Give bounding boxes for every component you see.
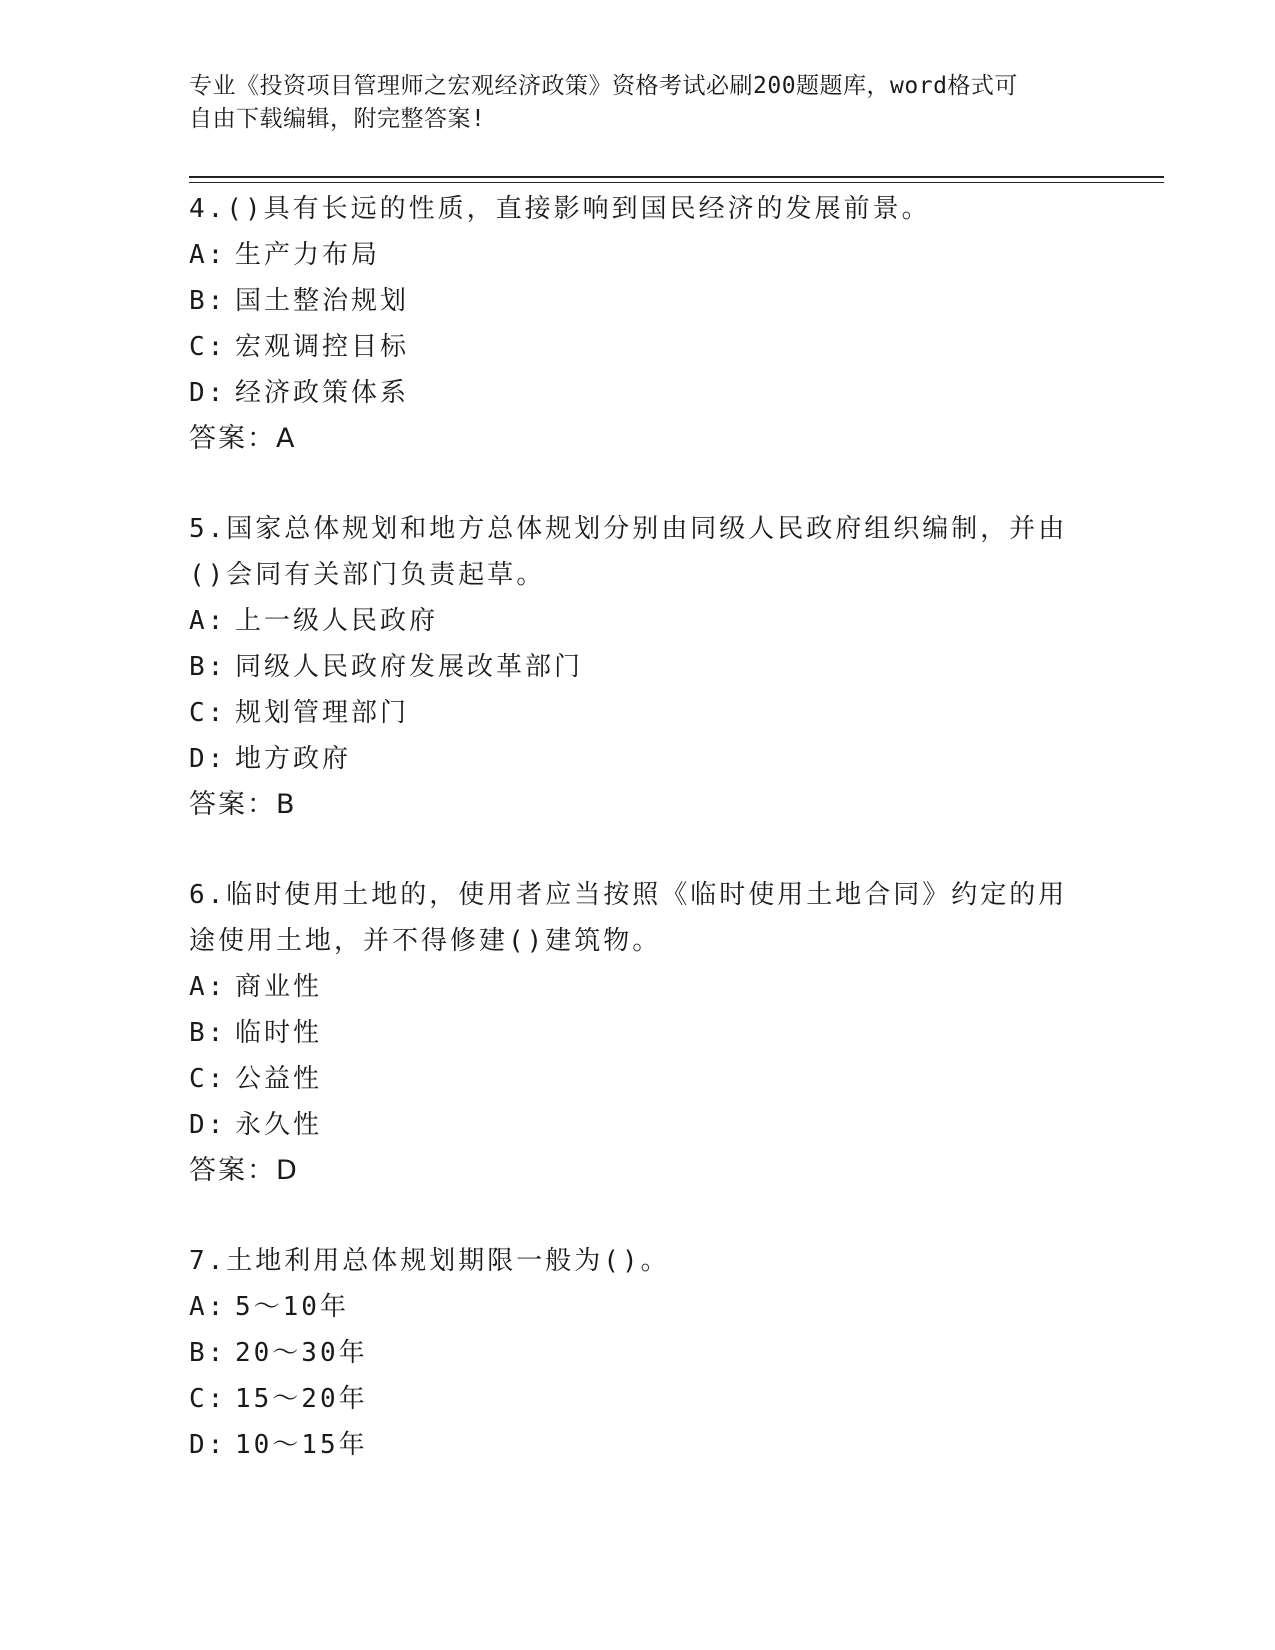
option-text: 上一级人民政府 xyxy=(235,606,439,636)
option-d xyxy=(189,1102,1069,1148)
option-key: C: xyxy=(189,332,227,362)
question-text: 6.临时使用土地的，使用者应当按照《临时使用土地合同》约定的用途使用土地，并不得修建()建筑物。 xyxy=(189,880,1068,956)
option-a xyxy=(189,598,1069,644)
option-d xyxy=(189,1422,1069,1468)
question-text: 4.()具有长远的性质，直接影响到国民经济的发展前景。 xyxy=(189,194,931,224)
option-c xyxy=(189,690,1069,736)
option-key: D: xyxy=(189,378,227,408)
option-text: 公益性 xyxy=(235,1064,323,1094)
question-5 xyxy=(189,506,1069,828)
option-d xyxy=(189,370,1069,416)
option-key: A: xyxy=(189,1292,227,1322)
answer-line: 答案：D xyxy=(189,1155,299,1186)
option-b xyxy=(189,1010,1069,1056)
option-key: C: xyxy=(189,698,227,728)
option-a xyxy=(189,232,1069,278)
question-6 xyxy=(189,872,1069,1194)
spacer xyxy=(189,462,1069,506)
question-4 xyxy=(189,186,1069,462)
option-text: 商业性 xyxy=(235,972,323,1002)
spacer xyxy=(189,828,1069,872)
option-text: 20～30年 xyxy=(235,1338,368,1368)
question-7 xyxy=(189,1238,1069,1468)
option-b xyxy=(189,278,1069,324)
option-key: C: xyxy=(189,1384,227,1414)
option-text: 10～15年 xyxy=(235,1430,368,1460)
option-key: A: xyxy=(189,240,227,270)
answer-line: 答案：B xyxy=(189,789,297,820)
option-text: 地方政府 xyxy=(235,744,352,774)
question-text: 7.土地利用总体规划期限一般为()。 xyxy=(189,1246,670,1276)
answer-line: 答案：A xyxy=(189,423,297,454)
option-key: D: xyxy=(189,744,227,774)
option-a xyxy=(189,1284,1069,1330)
option-text: 宏观调控目标 xyxy=(235,332,410,362)
option-c xyxy=(189,324,1069,370)
option-key: A: xyxy=(189,606,227,636)
header-line-2: 自由下载编辑，附完整答案! xyxy=(189,106,486,132)
option-d xyxy=(189,736,1069,782)
option-key: D: xyxy=(189,1430,227,1460)
option-text: 生产力布局 xyxy=(235,240,381,270)
header-divider-thick xyxy=(189,176,1164,178)
question-text: 5.国家总体规划和地方总体规划分别由同级人民政府组织编制，并由()会同有关部门负责起草。 xyxy=(189,514,1068,590)
question-list xyxy=(189,186,1069,1468)
option-a xyxy=(189,964,1069,1010)
option-text: 国土整治规划 xyxy=(235,286,410,316)
option-c xyxy=(189,1056,1069,1102)
header-line-1: 专业《投资项目管理师之宏观经济政策》资格考试必刷200题题库，word格式可 xyxy=(189,73,1018,99)
option-text: 临时性 xyxy=(235,1018,323,1048)
option-text: 15～20年 xyxy=(235,1384,368,1414)
document-header xyxy=(189,70,1069,136)
option-b xyxy=(189,644,1069,690)
option-text: 同级人民政府发展改革部门 xyxy=(235,652,584,682)
option-key: D: xyxy=(189,1110,227,1140)
option-key: B: xyxy=(189,652,227,682)
header-divider-thin xyxy=(189,182,1164,183)
option-text: 经济政策体系 xyxy=(235,378,410,408)
option-key: A: xyxy=(189,972,227,1002)
option-text: 规划管理部门 xyxy=(235,698,410,728)
spacer xyxy=(189,1194,1069,1238)
option-c xyxy=(189,1376,1069,1422)
option-key: B: xyxy=(189,1018,227,1048)
option-text: 5～10年 xyxy=(235,1292,349,1322)
option-key: B: xyxy=(189,286,227,316)
option-key: C: xyxy=(189,1064,227,1094)
option-key: B: xyxy=(189,1338,227,1368)
option-b xyxy=(189,1330,1069,1376)
option-text: 永久性 xyxy=(235,1110,323,1140)
